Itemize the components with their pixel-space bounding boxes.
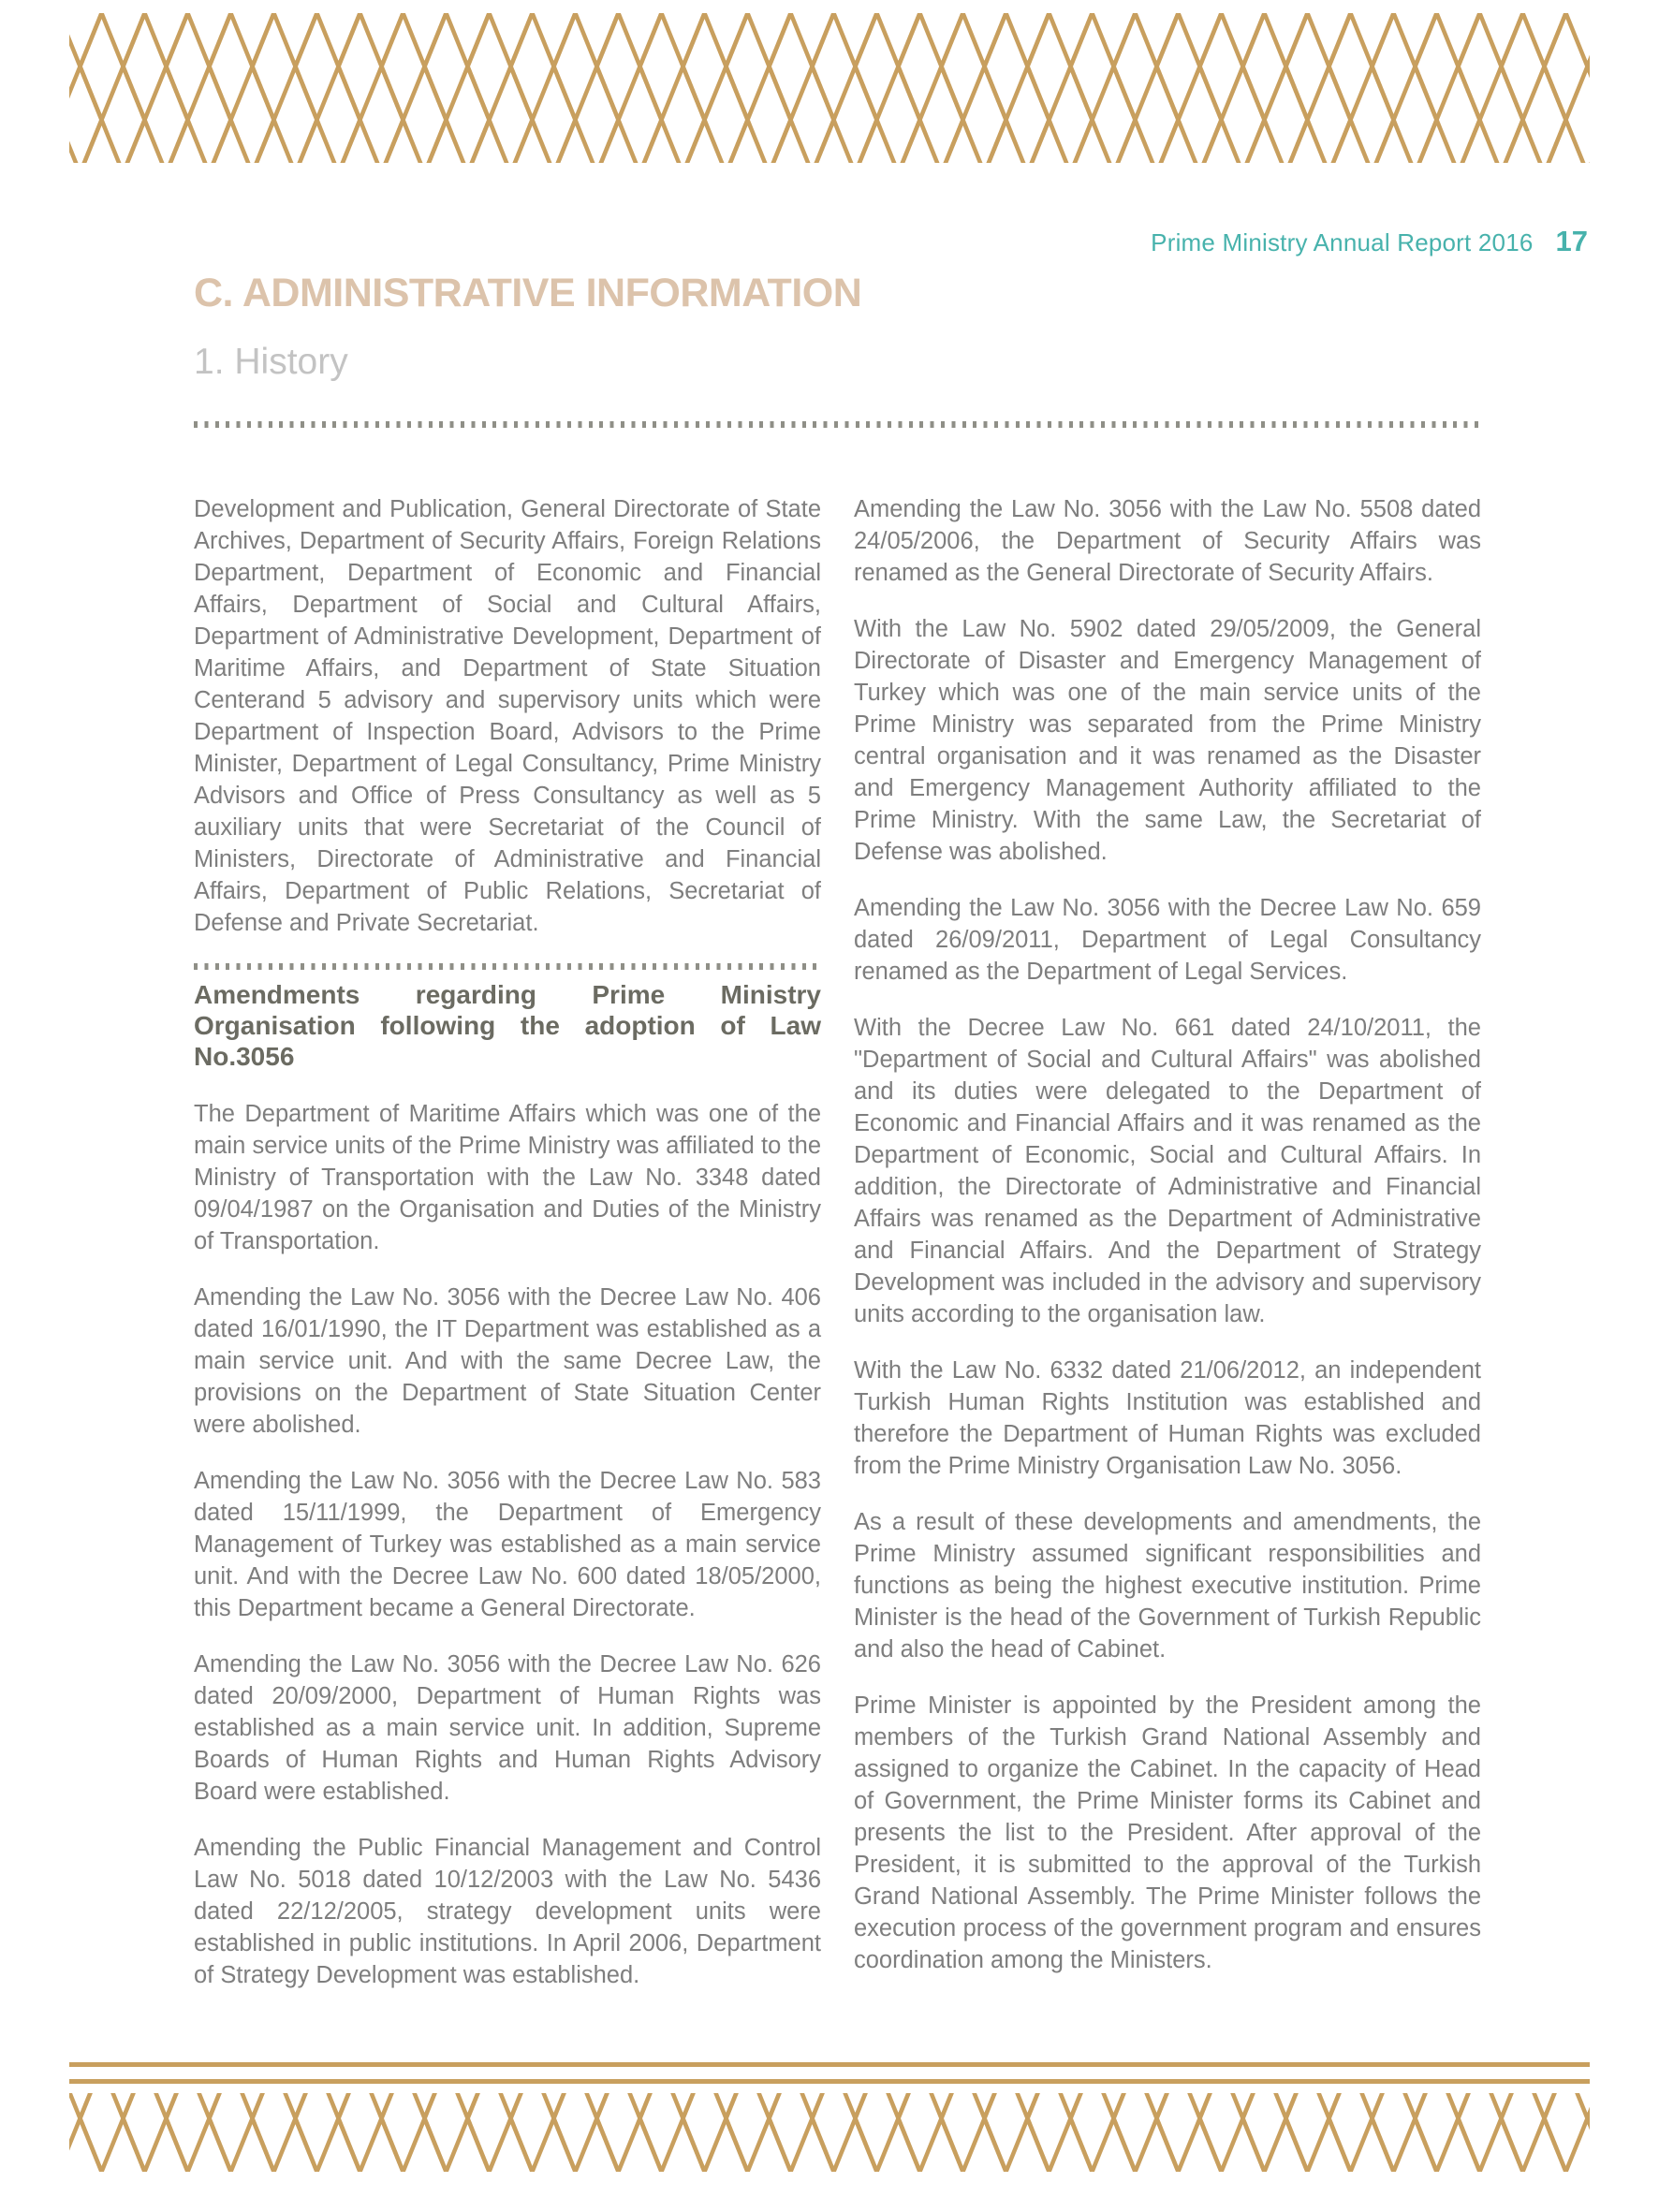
bottom-rule-bottom bbox=[69, 2079, 1590, 2084]
paragraph: Development and Publication, General Directorate of State Archives, Department of Security Affairs, Foreign Relations Department, Department of Economic and Financial Affairs, Department of Social and Cultural Affairs, Department of Administrative Development, Department of Maritime Affairs, and Department of State Situation Centerand 5 advisory and supervisory units which were Department of Inspection Board, Advisors to the Prime Minister, Department of Legal Consultancy, Prime Ministry Advisors and Office of Press Consultancy as well as 5 auxiliary units that were Secretariat of the Council of Ministers, Directorate of Administrative and Financial Affairs, Department of Public Relations, Secretariat of Defense and Private Secretariat. bbox=[194, 496, 821, 936]
paragraph: With the Law No. 6332 dated 21/06/2012, an independent Turkish Human Rights Institution was established and therefore the Department of Human Rights was excluded from the Prime Ministry Organisation Law No. 3056. bbox=[854, 1357, 1481, 1479]
top-border-ornament-icon bbox=[69, 13, 1590, 163]
report-title: Prime Ministry Annual Report 2016 bbox=[1151, 228, 1534, 256]
paragraph: Amending the Law No. 3056 with the Decree Law No. 583 dated 15/11/1999, the Department of Emergency Management of Turkey was established as a main service unit. And with the Decree Law No. 600 dated 18/05/2000, this Department became a General Directorate. bbox=[194, 1468, 821, 1621]
body-column-right bbox=[854, 493, 1481, 1991]
amendments-heading: Amendments regarding Prime Ministry Organisation following the adoption of Law No.3056 bbox=[194, 980, 821, 1071]
page-number: 17 bbox=[1555, 225, 1588, 257]
dotted-separator bbox=[194, 421, 1481, 428]
two-column-body bbox=[194, 493, 1481, 1991]
paragraph: Amending the Law No. 3056 with the Decree Law No. 406 dated 16/01/1990, the IT Department was established as a main service unit. And with the same Decree Law, the provisions on the Department of State Situation Center were abolished. bbox=[194, 1284, 821, 1438]
page-content bbox=[194, 270, 1481, 1991]
paragraph: Amending the Law No. 3056 with the Decree Law No. 626 dated 20/09/2000, Department of Human Rights was established as a main service unit. In addition, Supreme Boards of Human Rights and Human Rights Advisory Board were established. bbox=[194, 1651, 821, 1805]
paragraph: As a result of these developments and amendments, the Prime Ministry assumed significant responsibilities and functions as being the highest executive institution. Prime Minister is the head of the Government of Turkish Republic and also the head of Cabinet. bbox=[854, 1509, 1481, 1663]
paragraph: Amending the Public Financial Management and Control Law No. 5018 dated 10/12/2003 with the Law No. 5436 dated 22/12/2005, strategy development units were established in public institutions. In April 2006, Department of Strategy Development was established. bbox=[194, 1835, 821, 1988]
section-title: C. ADMINISTRATIVE INFORMATION bbox=[194, 271, 862, 315]
dotted-separator-small bbox=[194, 963, 821, 970]
bottom-rule-top bbox=[69, 2062, 1590, 2067]
body-column-left bbox=[194, 493, 821, 1991]
paragraph: With the Law No. 5902 dated 29/05/2009, the General Directorate of Disaster and Emergency Management of Turkey which was one of the main service units of the Prime Ministry was separated from the Prime Ministry central organisation and it was renamed as the Disaster and Emergency Management Authority affiliated to the Prime Ministry. With the same Law, the Secretariat of Defense was abolished. bbox=[854, 616, 1481, 865]
paragraph: Prime Minister is appointed by the President among the members of the Turkish Grand National Assembly and assigned to organize the Cabinet. In the capacity of Head of Government, the Prime Minister forms its Cabinet and presents the list to the President. After approval of the President, it is submitted to the approval of the Turkish Grand National Assembly. The Prime Minister follows the execution process of the government program and ensures coordination among the Ministers. bbox=[854, 1692, 1481, 1973]
paragraph: Amending the Law No. 3056 with the Law No. 5508 dated 24/05/2006, the Department of Security Affairs was renamed as the General Directorate of Security Affairs. bbox=[854, 496, 1481, 586]
section-subtitle: 1. History bbox=[194, 342, 348, 382]
page-header bbox=[1151, 225, 1588, 258]
paragraph: With the Decree Law No. 661 dated 24/10/2011, the "Department of Social and Cultural Affairs" was abolished and its duties were delegated to the Department of Economic and Financial Affairs and it was renamed as the Department of Economic, Social and Cultural Affairs. In addition, the Directorate of Administrative and Financial Affairs was renamed as the Department of Administrative and Financial Affairs. And the Department of Strategy Development was included in the advisory and supervisory units according to the organisation law. bbox=[854, 1015, 1481, 1327]
bottom-border-ornament-icon bbox=[69, 2093, 1590, 2172]
paragraph: The Department of Maritime Affairs which was one of the main service units of the Prime Ministry was affiliated to the Ministry of Transportation with the Law No. 3348 dated 09/04/1987 on the Organisation and Duties of the Ministry of Transportation. bbox=[194, 1101, 821, 1254]
paragraph: Amending the Law No. 3056 with the Decree Law No. 659 dated 26/09/2011, Department of Legal Consultancy renamed as the Department of Legal Services. bbox=[854, 895, 1481, 985]
